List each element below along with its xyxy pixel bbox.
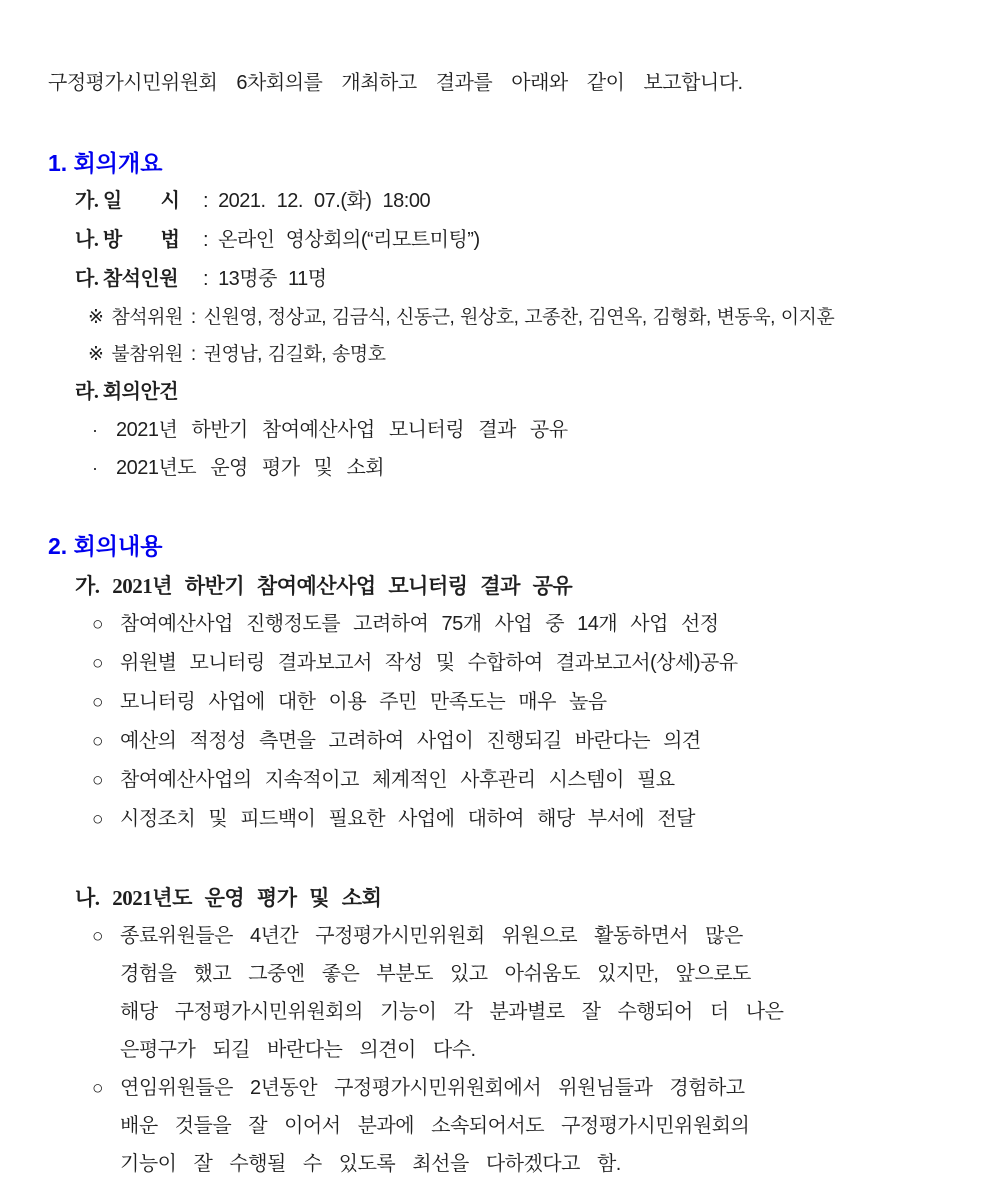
paragraph-line: 기능이 잘 수행될 수 있도록 최선을 다하겠다고 함. <box>120 1153 621 1175</box>
monitoring-bullet-text: 시정조치 및 피드백이 필요한 사업에 대하여 해당 부서에 전달 <box>120 808 695 830</box>
absent-members-label: 불참위원 <box>111 344 183 365</box>
present-members-row <box>88 299 975 336</box>
monitoring-bullet-item <box>92 761 975 800</box>
monitoring-bullet-item <box>92 683 975 722</box>
colon-separator: : <box>203 229 209 251</box>
agenda-item <box>92 411 975 449</box>
present-members-value: 신원영, 정상교, 김금식, 신동근, 원상호, 고종찬, 김연옥, 김형화, 변동욱, 이지훈 <box>203 307 835 328</box>
reference-mark-icon: ※ <box>88 307 104 328</box>
colon-separator: : <box>203 268 209 290</box>
agenda-item-text: 2021년도 운영 평가 및 소회 <box>116 457 385 479</box>
evaluation-heading: 나. 2021년도 운영 평가 및 소회 <box>75 886 382 910</box>
dot-bullet-icon: · <box>92 458 98 478</box>
reference-mark-icon: ※ <box>88 344 104 365</box>
monitoring-bullet-text: 참여예산사업의 지속적이고 체계적인 사후관리 시스템이 필요 <box>120 769 675 791</box>
present-members-label: 참석위원 <box>111 307 183 328</box>
circle-bullet-icon: ○ <box>92 653 103 674</box>
monitoring-results-heading: 가. 2021년 하반기 참여예산사업 모니터링 결과 공유 <box>75 574 573 598</box>
monitoring-bullet-item <box>92 722 975 761</box>
agenda-heading: 라. 회의안건 <box>75 381 179 403</box>
paragraph-line: 연임위원들은 2년동안 구정평가시민위원회에서 위원님들과 경험하고 <box>120 1077 745 1099</box>
monitoring-bullet-text: 예산의 적정성 측면을 고려하여 사업이 진행되길 바란다는 의견 <box>120 730 701 752</box>
datetime-value: 2021. 12. 07.(화) 18:00 <box>218 190 431 212</box>
paragraph-line: 종료위원들은 4년간 구정평가시민위원회 위원으로 활동하면서 많은 <box>120 925 743 947</box>
section1-body <box>48 182 975 487</box>
method-value: 온라인 영상회의(“리모트미팅”) <box>218 229 480 251</box>
paragraph-line: 경험을 했고 그중엔 좋은 부분도 있고 아쉬움도 있지만, 앞으로도 <box>120 963 751 985</box>
circle-bullet-icon: ○ <box>92 692 103 713</box>
circle-bullet-icon: ○ <box>92 926 103 947</box>
colon-separator: : <box>203 190 209 212</box>
monitoring-bullet-item <box>92 605 975 644</box>
colon-separator: : <box>190 307 196 328</box>
agenda-item <box>92 449 975 487</box>
circle-bullet-icon: ○ <box>92 809 103 830</box>
colon-separator: : <box>190 344 196 365</box>
absent-members-value: 권영남, 김길화, 송명호 <box>203 344 386 365</box>
monitoring-bullet-text: 모니터링 사업에 대한 이용 주민 만족도는 매우 높음 <box>120 691 607 713</box>
paragraph-lines <box>120 917 783 1069</box>
section2-heading: 2. 회의내용 <box>48 533 163 559</box>
circle-bullet-icon: ○ <box>92 770 103 791</box>
evaluation-paragraph-continuing-members <box>92 1069 975 1183</box>
attendance-value: 13명중 11명 <box>218 268 327 290</box>
meeting-method-row <box>75 221 975 260</box>
section1-heading: 1. 회의개요 <box>48 150 163 176</box>
circle-bullet-icon: ○ <box>92 614 103 635</box>
monitoring-bullet-item <box>92 800 975 839</box>
circle-bullet-icon: ○ <box>92 1078 103 1099</box>
intro-text: 구정평가시민위원회 6차회의를 개최하고 결과를 아래와 같이 보고합니다. <box>48 72 743 94</box>
circle-bullet-icon: ○ <box>92 731 103 752</box>
meeting-datetime-row <box>75 182 975 221</box>
monitoring-bullet-text: 참여예산사업 진행정도를 고려하여 75개 사업 중 14개 사업 선정 <box>120 613 719 635</box>
paragraph-line: 배운 것들을 잘 이어서 분과에 소속되어서도 구정평가시민위원회의 <box>120 1115 750 1137</box>
method-label: 나. 방 법 <box>75 229 180 251</box>
attendance-count-row <box>75 260 975 299</box>
evaluation-paragraph-retiring-members <box>92 917 975 1069</box>
agenda-item-text: 2021년 하반기 참여예산사업 모니터링 결과 공유 <box>116 419 568 441</box>
paragraph-lines <box>120 1069 749 1183</box>
monitoring-bullet-item <box>92 644 975 683</box>
absent-members-row <box>88 336 975 373</box>
paragraph-line: 은평구가 되길 바란다는 의견이 다수. <box>120 1039 476 1061</box>
monitoring-bullet-text: 위원별 모니터링 결과보고서 작성 및 수합하여 결과보고서(상세)공유 <box>120 652 738 674</box>
dot-bullet-icon: · <box>92 420 98 440</box>
attendance-label: 다. 참석인원 <box>75 268 179 290</box>
datetime-label: 가. 일 시 <box>75 190 180 212</box>
paragraph-line: 해당 구정평가시민위원회의 기능이 각 분과별로 잘 수행되어 더 나은 <box>120 1001 784 1023</box>
